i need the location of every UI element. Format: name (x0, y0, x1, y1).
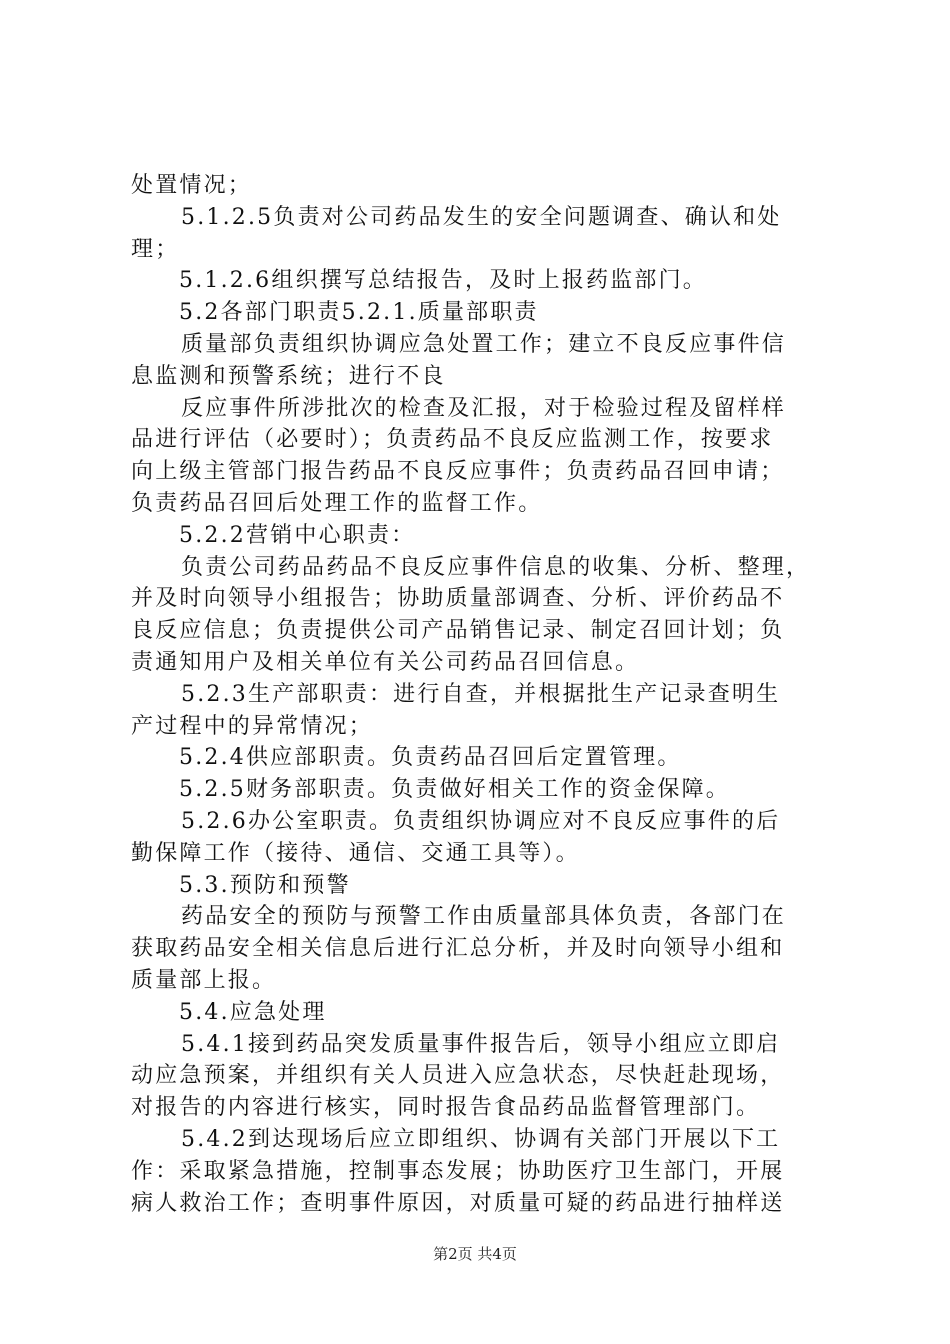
text-line: 5.2.6办公室职责。负责组织协调应对不良反应事件的后 (181, 808, 781, 834)
text-line: 5.3.预防和预警 (179, 872, 351, 898)
text-line: 并及时向领导小组报告；协助质量部调查、分析、评价药品不 (131, 586, 785, 612)
text-line: 5.2.3生产部职责：进行自查，并根据批生产记录查明生 (181, 681, 781, 707)
text-line: 品进行评估（必要时）；负责药品不良反应监测工作，按要求 (131, 427, 774, 453)
text-line: 产过程中的异常情况； (131, 713, 374, 739)
text-line: 处置情况； (131, 173, 253, 198)
text-line: 药品安全的预防与预警工作由质量部具体负责，各部门在 (181, 904, 787, 930)
text-line: 作：采取紧急措施，控制事态发展；协助医疗卫生部门，开展 (131, 1158, 785, 1184)
text-line: 质量部负责组织协调应急处置工作；建立不良反应事件信 (181, 331, 787, 357)
text-line: 质量部上报。 (131, 967, 277, 993)
text-line: 负责公司药品药品不良反应事件信息的收集、分析、整理， (181, 554, 811, 580)
text-line: 5.1.2.6组织撰写总结报告，及时上报药监部门。 (179, 268, 707, 294)
text-line: 良反应信息；负责提供公司产品销售记录、制定召回计划；负 (131, 618, 785, 644)
page-footer: 第2页 共4页 (433, 1245, 517, 1263)
text-line: 向上级主管部门报告药品不良反应事件；负责药品召回申请； (131, 459, 785, 485)
text-line: 5.4.2到达现场后应立即组织、协调有关部门开展以下工 (181, 1126, 781, 1152)
text-line: 对报告的内容进行核实，同时报告食品药品监督管理部门。 (131, 1095, 761, 1121)
text-line: 动应急预案，并组织有关人员进入应急状态，尽快赶赴现场， (131, 1063, 785, 1089)
document-body (131, 170, 831, 1219)
text-line: 5.1.2.5负责对公司药品发生的安全问题调查、确认和处 (181, 204, 782, 230)
text-line: 5.4.应急处理 (179, 999, 327, 1025)
text-line: 5.2.2营销中心职责： (179, 522, 416, 548)
text-line: 责通知用户及相关单位有关公司药品召回信息。 (131, 649, 640, 675)
text-line: 5.4.1接到药品突发质量事件报告后，领导小组应立即启 (181, 1031, 781, 1057)
text-line: 5.2各部门职责5.2.1.质量部职责 (179, 300, 539, 326)
text-line: 5.2.4供应部职责。负责药品召回后定置管理。 (179, 745, 682, 771)
text-line: 病人救治工作；查明事件原因，对质量可疑的药品进行抽样送 (131, 1190, 785, 1216)
text-line: 息监测和预警系统；进行不良 (131, 363, 446, 389)
text-line: 勤保障工作（接待、通信、交通工具等）。 (131, 840, 580, 866)
text-line: 反应事件所涉批次的检查及汇报，对于检验过程及留样样 (181, 395, 787, 421)
text-line: 负责药品召回后处理工作的监督工作。 (131, 490, 543, 516)
text-line: 获取药品安全相关信息后进行汇总分析，并及时向领导小组和 (131, 936, 785, 962)
text-line: 理； (131, 236, 180, 262)
text-line: 5.2.5财务部职责。负责做好相关工作的资金保障。 (179, 777, 730, 803)
